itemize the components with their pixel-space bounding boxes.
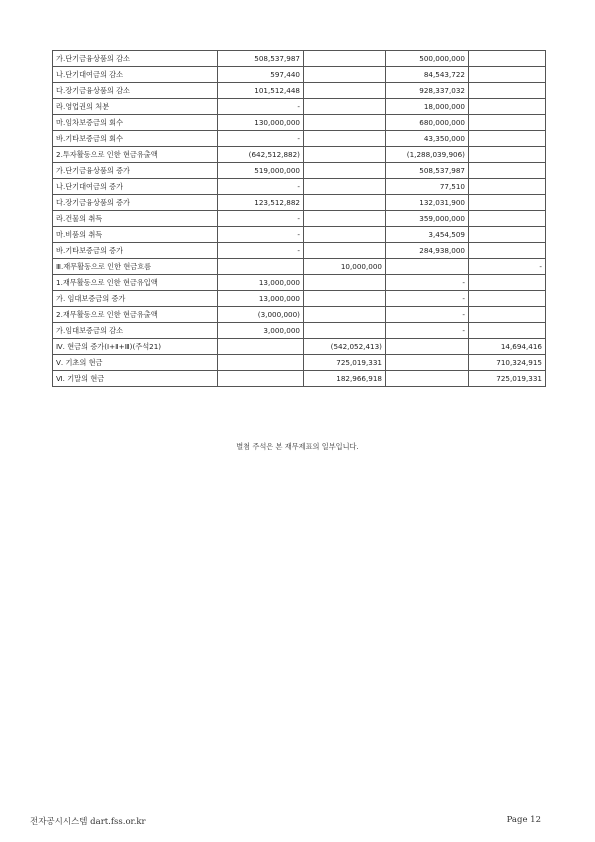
row-label-cell: 라.영업권의 처분 [53,99,218,115]
table-row [53,227,546,243]
row-label-cell: 나.단기대여금의 감소 [53,67,218,83]
value-cell [304,147,386,163]
value-cell [386,355,469,371]
value-cell: 680,000,000 [386,115,469,131]
table-row [53,243,546,259]
value-cell: 13,000,000 [218,291,304,307]
value-cell: - [386,307,469,323]
value-cell [469,51,546,67]
value-cell: 597,440 [218,67,304,83]
value-cell [218,355,304,371]
statement-note: 별첨 주석은 본 재무제표의 일부입니다. [236,442,359,451]
table-row [53,147,546,163]
value-cell: 77,510 [386,179,469,195]
value-cell [469,275,546,291]
value-cell: - [386,291,469,307]
row-label-cell: 가. 임대보증금의 증가 [53,291,218,307]
value-cell [304,195,386,211]
value-cell: 84,543,722 [386,67,469,83]
cash-flow-table-body [53,51,546,387]
value-cell: 3,000,000 [218,323,304,339]
value-cell: 508,537,987 [386,163,469,179]
value-cell [469,99,546,115]
value-cell: - [218,179,304,195]
value-cell [304,179,386,195]
row-label-cell: Ⅵ. 기말의 현금 [53,371,218,387]
value-cell [304,211,386,227]
value-cell: 182,966,918 [304,371,386,387]
value-cell [469,67,546,83]
value-cell: 43,350,000 [386,131,469,147]
table-row [53,131,546,147]
table-row [53,307,546,323]
value-cell [304,227,386,243]
value-cell: 130,000,000 [218,115,304,131]
row-label-cell: 마.비품의 취득 [53,227,218,243]
row-label-cell: Ⅴ. 기초의 현금 [53,355,218,371]
cash-flow-table [52,50,546,387]
value-cell [469,211,546,227]
row-label-cell: 바.기타보증금의 회수 [53,131,218,147]
row-label-cell: 가.임대보증금의 감소 [53,323,218,339]
row-label-cell: 2.투자활동으로 인한 현금유출액 [53,147,218,163]
value-cell [304,243,386,259]
value-cell: 10,000,000 [304,259,386,275]
table-row [53,211,546,227]
value-cell [469,179,546,195]
value-cell [469,195,546,211]
page-number: Page 12 [506,815,541,825]
value-cell: 500,000,000 [386,51,469,67]
value-cell: - [386,275,469,291]
table-row [53,115,546,131]
row-label-cell: 다.장기금융상품의 증가 [53,195,218,211]
value-cell [304,83,386,99]
row-label-cell: Ⅳ. 현금의 증가(Ⅰ+Ⅱ+Ⅲ)(주석21) [53,339,218,355]
table-row [53,371,546,387]
value-cell [304,131,386,147]
value-cell: 18,000,000 [386,99,469,115]
value-cell: - [218,227,304,243]
footer-source: 전자공시시스템 dart.fss.or.kr [30,817,146,827]
table-row [53,275,546,291]
value-cell [304,307,386,323]
value-cell [469,227,546,243]
value-cell: 3,454,509 [386,227,469,243]
row-label-cell: 가.단기금융상품의 감소 [53,51,218,67]
value-cell [469,323,546,339]
table-row [53,339,546,355]
table-row [53,323,546,339]
value-cell: - [218,99,304,115]
value-cell: 123,512,882 [218,195,304,211]
value-cell [218,371,304,387]
table-row [53,163,546,179]
value-cell: 508,537,987 [218,51,304,67]
table-row [53,179,546,195]
value-cell [218,259,304,275]
value-cell [469,291,546,307]
value-cell [469,163,546,179]
row-label-cell: 1.재무활동으로 인한 현금유입액 [53,275,218,291]
value-cell: - [386,323,469,339]
value-cell [469,307,546,323]
value-cell: 928,337,032 [386,83,469,99]
value-cell [469,147,546,163]
value-cell: - [218,243,304,259]
value-cell [304,99,386,115]
value-cell: - [218,211,304,227]
row-label-cell: Ⅲ.재무활동으로 인한 현금흐름 [53,259,218,275]
value-cell: (642,512,882) [218,147,304,163]
value-cell: 725,019,331 [304,355,386,371]
value-cell [218,339,304,355]
value-cell [386,371,469,387]
value-cell: (3,000,000) [218,307,304,323]
value-cell [304,115,386,131]
row-label-cell: 바.기타보증금의 증가 [53,243,218,259]
row-label-cell: 라.건물의 취득 [53,211,218,227]
table-row [53,355,546,371]
table-row [53,195,546,211]
value-cell: - [218,131,304,147]
table-row [53,51,546,67]
value-cell [304,323,386,339]
value-cell: 284,938,000 [386,243,469,259]
value-cell [469,131,546,147]
value-cell: 710,324,915 [469,355,546,371]
table-row [53,83,546,99]
row-label-cell: 가.단기금융상품의 증가 [53,163,218,179]
value-cell: (1,288,039,906) [386,147,469,163]
value-cell [304,163,386,179]
value-cell: 13,000,000 [218,275,304,291]
value-cell: - [469,259,546,275]
value-cell: (542,052,413) [304,339,386,355]
value-cell [304,275,386,291]
value-cell: 359,000,000 [386,211,469,227]
value-cell: 132,031,900 [386,195,469,211]
value-cell: 14,694,416 [469,339,546,355]
value-cell [469,115,546,131]
value-cell [386,259,469,275]
value-cell [386,339,469,355]
value-cell [469,83,546,99]
row-label-cell: 2.재무활동으로 인한 현금유출액 [53,307,218,323]
row-label-cell: 다.장기금융상품의 감소 [53,83,218,99]
value-cell [304,291,386,307]
value-cell: 101,512,448 [218,83,304,99]
table-row [53,67,546,83]
value-cell [304,51,386,67]
table-row [53,291,546,307]
table-row [53,99,546,115]
value-cell: 725,019,331 [469,371,546,387]
value-cell [304,67,386,83]
row-label-cell: 나.단기대여금의 증가 [53,179,218,195]
row-label-cell: 마.임차보증금의 회수 [53,115,218,131]
table-row [53,259,546,275]
value-cell [469,243,546,259]
value-cell: 519,000,000 [218,163,304,179]
